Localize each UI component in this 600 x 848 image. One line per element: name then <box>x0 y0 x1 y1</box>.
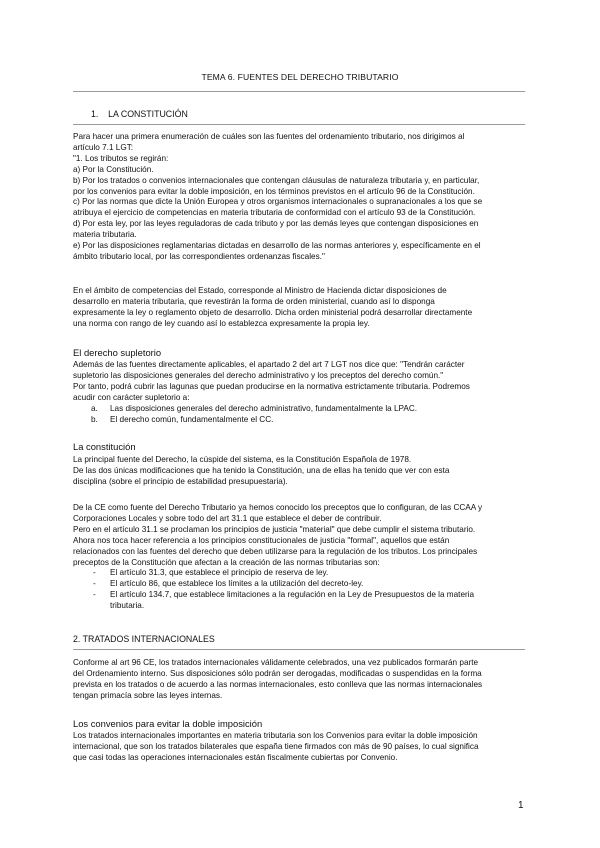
paragraph-competencias-estado <box>73 286 525 330</box>
list-marker: - <box>93 579 96 589</box>
section-1-number: 1. <box>91 109 99 119</box>
section-2-heading: 2. TRATADOS INTERNACIONALES <box>73 634 215 644</box>
text-line: del Ordenamiento interno. Sus disposiciones sólo podrán ser derogadas, modificadas o suspendidas en la forma <box>73 668 482 678</box>
paragraph-convenios <box>73 731 525 764</box>
text-line: prevista en los tratados o de acuerdo a las normas internacionales, esto conlleva que las normas internacionales <box>73 679 483 689</box>
text-line: atribuya el ejercicio de competencias en materia tributaria de conformidad con el artículo 93 de la Constitución. <box>73 208 476 218</box>
text-line: En el ámbito de competencias del Estado, corresponde al Ministro de Hacienda dictar disposiciones de <box>73 286 447 295</box>
text-line: internacional, que son los tratados bilaterales que españa tiene firmados con más de 90 países, lo cual significa <box>73 741 479 751</box>
title-divider <box>73 91 525 92</box>
list-item <box>73 590 525 612</box>
text-line: desarrollo en materia tributaria, que revestirán la forma de orden ministerial, cuando así lo disponga <box>73 296 435 306</box>
text-line: Corporaciones Locales y sobre todo del art 31.1 que establece el deber de contribuir. <box>73 513 382 523</box>
text-line: disciplina (sobre el principio de estabilidad presupuestaria). <box>73 476 288 486</box>
text-line: Conforme al art 96 CE, los tratados internacionales válidamente celebrados, una vez publicados formarán parte <box>73 658 479 667</box>
text-line: b) Por los tratados o convenios internacionales que contengan cláusulas de naturaleza tributaria y, en particular, <box>73 175 480 185</box>
document-title: TEMA 6. FUENTES DEL DERECHO TRIBUTARIO <box>201 72 399 82</box>
list-item <box>73 404 525 415</box>
text-line: acudir con carácter supletorio a: <box>73 392 190 402</box>
text-line: expresamente la ley o reglamento objeto de desarrollo. Dicha orden ministerial podrá desarrollar directamente <box>73 307 473 317</box>
list-item-text: tributaria. <box>110 601 145 611</box>
text-line: c) Por las normas que dicte la Unión Europea y otros organismos internacionales o supranacionales a los que se <box>73 197 483 207</box>
section-1-divider <box>73 124 525 125</box>
text-line: relacionados con las fuentes del derecho que deben utilizarse para la regulación de los tributos. Los principales <box>73 546 478 556</box>
text-line: supletorio las disposiciones generales del derecho administrativo y los preceptos del derecho común." <box>73 370 444 380</box>
text-line: que casi todas las operaciones internacionales están fiscalmente cubiertas por Convenio. <box>73 752 398 762</box>
list-marker: b. <box>91 414 98 424</box>
paragraph-derecho-supletorio <box>73 360 525 425</box>
text-line: ámbito tributario local, por las correspondientes ordenanzas fiscales." <box>73 251 325 261</box>
section-1-heading <box>91 109 188 119</box>
text-line: e) Por las disposiciones reglamentarias dictadas en desarrollo de las normas anteriores y, específicamente en el <box>73 241 481 251</box>
text-line: La principal fuente del Derecho, la cúspide del sistema, es la Constitución Española de 1978. <box>73 455 412 464</box>
text-line: preceptos de la Constitución que afectan a la creación de las normas tributarias son: <box>73 557 380 567</box>
text-line: por los convenios para evitar la doble imposición, en los términos previstos en el artículo 96 de la Constitución. <box>73 186 475 196</box>
list-item <box>73 579 525 590</box>
list-item-text: El artículo 31.3, que establece el principio de reserva de ley. <box>110 568 329 578</box>
list-item <box>73 415 525 426</box>
paragraph-constitucion-2 <box>73 503 525 612</box>
text-line: Por tanto, podrá cubrir las lagunas que puedan producirse en la normativa estrictamente tributaria. Podremos <box>73 381 470 391</box>
section-1-title: LA CONSTITUCIÓN <box>108 109 188 119</box>
section-2-divider <box>73 649 525 650</box>
list-item <box>73 568 525 579</box>
page-number: 1 <box>518 800 524 811</box>
text-line: Los tratados internacionales importantes en materia tributaria son los Convenios para evitar la doble imposición <box>73 731 478 740</box>
text-line: materia tributaria. <box>73 230 137 240</box>
list-item-text: El artículo 134.7, que establece limitaciones a la regulación en la Ley de Presupuestos de la materia <box>110 590 475 600</box>
paragraph-constitucion-1 <box>73 455 525 488</box>
text-line: Para hacer una primera enumeración de cuáles son las fuentes del ordenamiento tributario, nos dirigimos al <box>73 132 465 141</box>
text-line: Además de las fuentes directamente aplicables, el apartado 2 del art 7 LGT nos dice que: "Tendrán carácter <box>73 360 465 369</box>
text-line: d) Por esta ley, por las leyes reguladoras de cada tributo y por las demás leyes que contengan disposiciones en <box>73 219 479 229</box>
subheading-la-constitucion: La constitución <box>73 441 136 452</box>
list-item-text: El artículo 86, que establece los límites a la utilización del decreto-ley. <box>110 579 364 589</box>
list-marker: a. <box>91 403 98 413</box>
paragraph-tratados <box>73 658 525 702</box>
text-line: De las dos únicas modificaciones que ha tenido la Constitución, una de ellas ha tenido que ver con esta <box>73 465 450 475</box>
text-line: "1. Los tributos se regirán: <box>73 153 169 163</box>
subheading-convenios: Los convenios para evitar la doble imposición <box>73 718 263 729</box>
list-item-text: El derecho común, fundamentalmente el CC. <box>110 414 274 424</box>
list-marker: - <box>93 590 96 600</box>
text-line: Ahora nos toca hacer referencia a los principios constitucionales de justicia "formal", aquellos que están <box>73 535 450 545</box>
text-line: a) Por la Constitución. <box>73 164 154 174</box>
article-7-quote <box>73 132 525 263</box>
text-line: Pero en el artículo 31.1 se proclaman los principios de justicia "material" que debe cumplir el sistema tributario. <box>73 524 476 534</box>
list-item-text: Las disposiciones generales del derecho administrativo, fundamentalmente la LPAC. <box>110 403 418 413</box>
text-line: artículo 7.1 LGT: <box>73 142 134 152</box>
text-line: tengan primacía sobre las leyes internas. <box>73 690 223 700</box>
text-line: De la CE como fuente del Derecho Tributario ya hemos conocido los preceptos que lo configuran, de las CCAA y <box>73 503 483 512</box>
list-marker: - <box>93 568 96 578</box>
text-line: una norma con rango de ley cuando así lo establezca expresamente la propia ley. <box>73 318 370 328</box>
subheading-derecho-supletorio: El derecho supletorio <box>73 347 162 358</box>
